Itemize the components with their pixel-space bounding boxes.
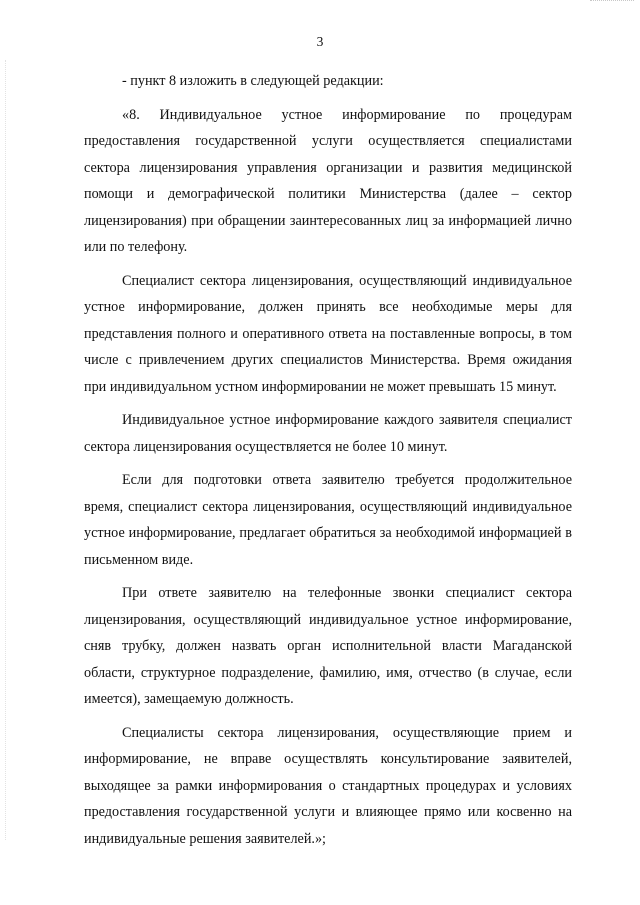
- paragraph-specialist-duties: Специалист сектора лицензирования, осуществляющий индивидуальное устное информирование, должен принять все необходимые меры для представления полного и оперативного ответа на поставленные вопросы, в том числе с привлечением других специалистов Министерства. Время ожидания при индивидуальном устном информировании не может превышать 15 минут.: [84, 272, 572, 395]
- page-edge-artifact: [5, 60, 7, 840]
- paragraph-amendment-intro: - пункт 8 изложить в следующей редакции:: [122, 73, 384, 89]
- paragraph-phone-calls: При ответе заявителю на телефонные звонки специалист сектора лицензирования, осуществляющий индивидуальное устное информирование, сняв трубку, должен назвать орган исполнительной власти Магаданской области, структурное подразделение, фамилию, имя, отчество (в случае, если имеется), замещаемую должность.: [84, 585, 572, 707]
- paragraph-restrictions: Специалисты сектора лицензирования, осуществляющие прием и информирование, не вправе осуществлять консультирование заявителей, выходящее за рамки информирования о стандартных процедурах и условиях предоставления государственной услуги и влияющее прямо или косвенно на индивидуальные решения заявителей.»;: [84, 724, 572, 847]
- paragraph-written-request: Если для подготовки ответа заявителю требуется продолжительное время, специалист сектора лицензирования, осуществляющий индивидуальное устное информирование, предлагает обратиться за необходимой информацией в письменном виде.: [84, 472, 572, 568]
- paragraph-time-limit: Индивидуальное устное информирование каждого заявителя специалист сектора лицензирования осуществляется не более 10 минут.: [84, 412, 572, 455]
- document-body: [84, 68, 572, 859]
- paragraph-item-8: «8. Индивидуальное устное информирование по процедурам предоставления государственной услуги осуществляется специалистами сектора лицензирования управления организации и развития медицинской помощи и демографической политики Министерства (далее – сектор лицензирования) при обращении заинтересованных лиц за информацией лично или по телефону.: [84, 106, 572, 255]
- scan-artifact: [590, 0, 634, 4]
- page-number: 3: [316, 34, 324, 49]
